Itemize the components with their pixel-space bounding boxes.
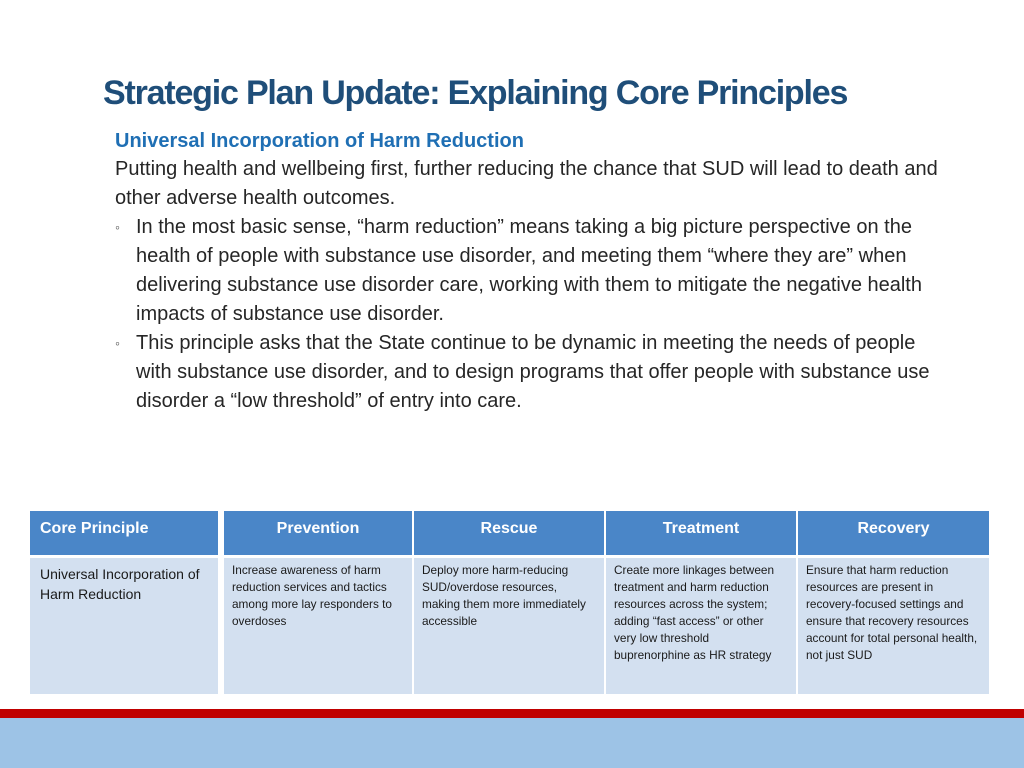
cell-treatment: Create more linkages between treatment and harm reduction resources across the system; adding “fast access” or other very low threshold buprenorphine as HR strategy bbox=[606, 558, 796, 694]
slide-title: Strategic Plan Update: Explaining Core Principles bbox=[103, 74, 848, 112]
principle-subheading: Universal Incorporation of Harm Reduction bbox=[115, 130, 524, 152]
cell-recovery: Ensure that harm reduction resources are present in recovery-focused settings and ensure that recovery resources account for total personal health, not just SUD bbox=[798, 558, 989, 694]
hollow-circle-bullet-icon: ◦ bbox=[115, 219, 120, 235]
principles-table bbox=[30, 511, 989, 694]
bullet-item bbox=[115, 213, 945, 329]
bullet-item bbox=[115, 329, 945, 416]
bullet-list bbox=[115, 213, 945, 416]
bullet-text: This principle asks that the State continue to be dynamic in meeting the needs of people with substance use disorder, and to design programs that offer people with substance use disorder a “low threshold” of entry into care. bbox=[136, 332, 930, 412]
header-treatment: Treatment bbox=[606, 511, 796, 555]
header-rescue: Rescue bbox=[414, 511, 604, 555]
slide-body bbox=[115, 128, 945, 416]
principle-intro: Putting health and wellbeing first, further reducing the chance that SUD will lead to death and other adverse health outcomes. bbox=[115, 158, 938, 209]
cell-core-principle: Universal Incorporation of Harm Reduction bbox=[30, 558, 218, 694]
header-recovery: Recovery bbox=[798, 511, 989, 555]
header-core-principle: Core Principle bbox=[30, 511, 218, 555]
header-prevention: Prevention bbox=[224, 511, 412, 555]
cell-rescue: Deploy more harm-reducing SUD/overdose resources, making them more immediately accessible bbox=[414, 558, 604, 694]
cell-prevention: Increase awareness of harm reduction services and tactics among more lay responders to overdoses bbox=[224, 558, 412, 694]
footer-red-bar bbox=[0, 709, 1024, 718]
bullet-text: In the most basic sense, “harm reduction” means taking a big picture perspective on the health of people with substance use disorder, and meeting them “where they are” when delivering substance use disorder care, working with them to mitigate the negative health impacts of substance use disorder. bbox=[136, 216, 922, 325]
hollow-circle-bullet-icon: ◦ bbox=[115, 335, 120, 351]
footer-blue-band bbox=[0, 718, 1024, 768]
